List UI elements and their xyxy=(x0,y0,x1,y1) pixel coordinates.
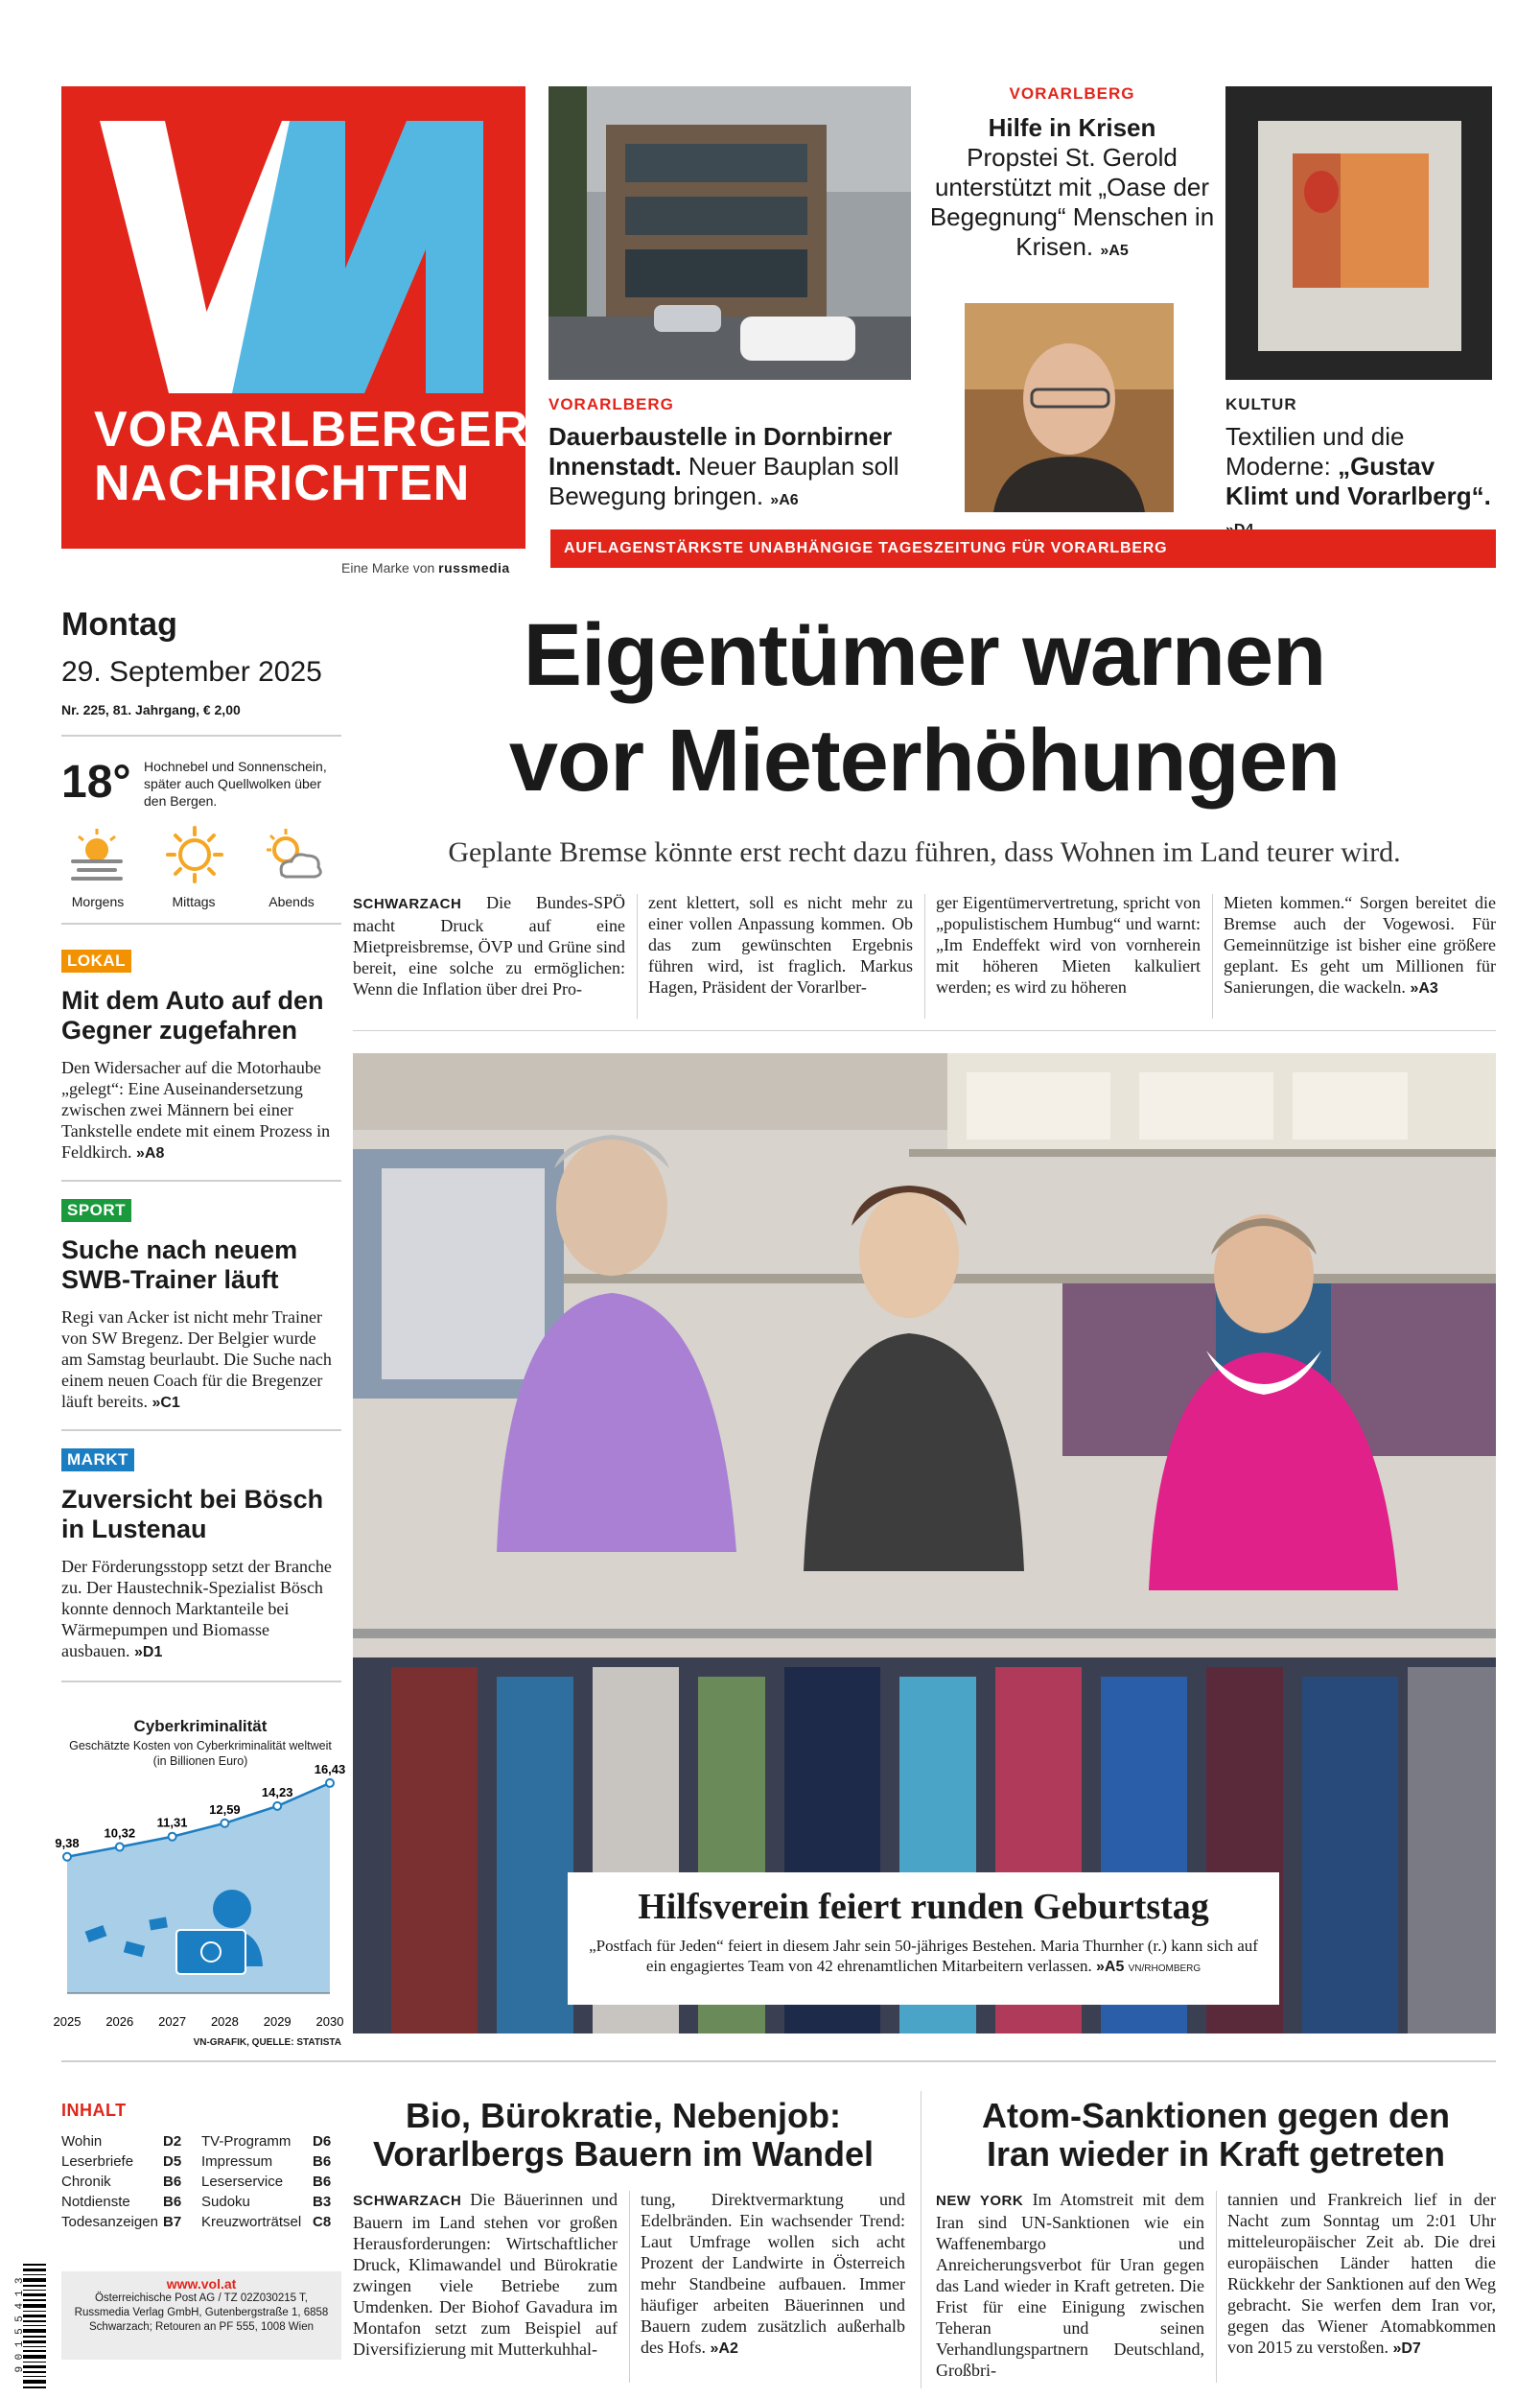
inhalt-item[interactable] xyxy=(61,2194,192,2214)
bottom-left-column-2 xyxy=(641,2189,905,2360)
chart-point xyxy=(326,1779,334,1787)
issue-info: Nr. 225, 81. Jahrgang, € 2,00 xyxy=(61,702,241,717)
teaser-3-kicker: KULTUR xyxy=(1225,395,1297,413)
inhalt-item-name: Notdienste xyxy=(61,2194,130,2210)
bottom-rule xyxy=(61,2060,1496,2062)
inhalt-item-page: B6 xyxy=(163,2194,182,2210)
sun-icon xyxy=(163,825,226,889)
chart-value-label: 14,23 xyxy=(261,1784,293,1799)
weather-description: Hochnebel und Sonnenschein, später auch Quellwolken über den Bergen. xyxy=(144,759,327,809)
imprint-text: Österreichische Post AG / TZ 02Z030215 T, Russmedia Verlag GmbH, Gutenbergstraße 1, 6858 Schwarzach; Retouren an PF 555, 1008 Wien xyxy=(74,2292,329,2333)
teaser-2-ref: » A5 xyxy=(1100,243,1128,259)
lead-col-1-text: Die Bundes-SPÖ macht Druck auf eine Mietpreisbremse, ÖVP und Grüne sind bereit, eine solche zu ermöglichen: Wenn die Inflation über drei Pro- xyxy=(353,893,625,999)
photo-caption xyxy=(587,1936,1260,1979)
side-news-1-ref: » A8 xyxy=(136,1145,164,1162)
inhalt-item-page: B6 xyxy=(313,2174,332,2190)
imprint-box xyxy=(61,2271,341,2360)
inhalt-item-page: B3 xyxy=(313,2194,332,2210)
bottom-left-ref: » A2 xyxy=(711,2340,738,2357)
inhalt-item-name: Impressum xyxy=(201,2153,273,2170)
inhalt-item[interactable] xyxy=(201,2133,341,2153)
inhalt-item[interactable] xyxy=(201,2153,341,2174)
bottom-left-headline-line-2: Vorarlbergs Bauern im Wandel xyxy=(372,2134,875,2174)
inhalt-item-name: Leserservice xyxy=(201,2174,284,2190)
bottom-right-dateline: NEW YORK xyxy=(936,2193,1024,2209)
inhalt-title: INHALT xyxy=(61,2101,127,2120)
lead-column-3: ger Eigentümervertretung, spricht von „populistischem Humbug“ und warnt: „Im Endeffekt wird von vornherein mit höheren Mieten kalkuliert werden; es wird zu höheren xyxy=(936,893,1201,997)
chart-source: VN-GRAFIK, QUELLE: STATISTA xyxy=(193,2037,341,2048)
inhalt-item-name: TV-Programm xyxy=(201,2133,292,2150)
side-news-1-text: Den Widersacher auf die Motorhaube „gelegt“: Eine Auseinandersetzung zwischen zwei Männern bei einer Tankstelle endete mit einem Prozess in Feldkirch. xyxy=(61,1058,331,1162)
bottom-right-column-1 xyxy=(936,2189,1204,2381)
chart-value-label: 11,31 xyxy=(156,1815,188,1830)
teaser-1-text[interactable] xyxy=(548,422,917,515)
photo-credit: VN/RHOMBERG xyxy=(1128,1963,1202,1974)
chart-value-label: 12,59 xyxy=(209,1801,241,1817)
side-news-1-body xyxy=(61,1057,339,1164)
teaser-3-photo[interactable] xyxy=(1225,86,1492,380)
column-rule xyxy=(1212,894,1213,1019)
date: 29. September 2025 xyxy=(61,656,322,688)
teaser-3-headline: „Gustav Klimt und Vorarlberg“. xyxy=(1225,452,1491,510)
inhalt-item-page: B7 xyxy=(163,2214,182,2230)
divider xyxy=(353,1030,1496,1031)
bottom-right-col-1-text: Im Atomstreit mit dem Iran sind UN-Sanktionen wie ein Waffenembargo und Anreicherungsverbot für Uran gegen das Land wieder in Kraft getreten. Die Frist für eine Einigung zwischen Teheran und seinen Verhandlungspartnern Deutschland, Großbri- xyxy=(936,2190,1204,2380)
lead-subhead: Geplante Bremse könnte erst recht dazu führen, dass Wohnen im Land teurer wird. xyxy=(448,836,1401,868)
teaser-1-photo[interactable] xyxy=(548,86,911,380)
chart-value-label: 9,38 xyxy=(55,1835,80,1850)
bottom-right-col-2-text: tannien und Frankreich lief in der Nacht zum Sonntag um 2:01 Uhr mitteleuropäischer Zeit ab. Die drei europäischen Länder hatten die Rückkehr der Sanktionen auf den Weg gebracht. Sie werfen dem Iran vor, gegen das Wiener Atomabkommen von 2015 zu verstoßen. xyxy=(1227,2190,1496,2357)
side-news-3-text: Der Förderungsstopp setzt der Branche zu. Der Haustechnik-Spezialist Bösch konnte dennoch Marktanteile bei Wärmepumpen und Biomasse ausbauen. xyxy=(61,1557,332,1660)
teaser-1-body: Neuer Bauplan soll Bewegung bringen. xyxy=(548,452,899,510)
inhalt-item-page: D5 xyxy=(163,2153,182,2170)
side-news-3-body xyxy=(61,1556,339,1663)
lead-column-2: zent klettert, soll es nicht mehr zu einer vollen Anpassung kommen. Ob das zum gewünschten Ergebnis führen wird, ist fraglich. Markus Hagen, Präsident der Vorarlber- xyxy=(648,893,913,997)
teaser-2-text[interactable] xyxy=(928,113,1216,266)
inhalt-item[interactable] xyxy=(201,2174,341,2194)
vn-logo[interactable] xyxy=(61,86,530,549)
inhalt-item-name: Sudoku xyxy=(201,2194,250,2210)
column-rule xyxy=(921,2091,922,2388)
teaser-2-kicker: VORARLBERG xyxy=(1009,84,1135,103)
chart-x-tick-label: 2030 xyxy=(315,2014,344,2029)
column-rule xyxy=(1216,2191,1217,2383)
bottom-right-headline[interactable] xyxy=(936,2097,1496,2174)
chart-point xyxy=(169,1833,176,1841)
chart-point xyxy=(116,1844,124,1851)
divider xyxy=(61,735,341,737)
chart-point xyxy=(273,1802,281,1810)
inhalt-item[interactable] xyxy=(61,2174,192,2194)
lead-column-1 xyxy=(353,892,625,999)
divider xyxy=(61,1429,341,1431)
side-news-3-headline[interactable]: Zuversicht bei Bösch in Lustenau xyxy=(61,1485,324,1543)
photo-caption-text: „Postfach für Jeden“ feiert in diesem Jahr sein 50-jähriges Bestehen. Maria Thurnher (r.) kann sich auf ein engagiertes Team von 42 ehrenamtlichen Mitarbeitern verlassen. xyxy=(589,1937,1258,1975)
inhalt-item[interactable] xyxy=(201,2194,341,2214)
inhalt-item-name: Todesanzeigen xyxy=(61,2214,158,2230)
lead-headline-line-1: Eigentümer warnen xyxy=(523,606,1326,704)
inhalt-item[interactable] xyxy=(61,2153,192,2174)
teaser-2-body: Propstei St. Gerold unterstützt mit „Oase der Begegnung“ Menschen in Krisen. xyxy=(929,143,1215,261)
lead-ref: » A3 xyxy=(1410,980,1437,997)
brand-line xyxy=(341,560,510,576)
bottom-left-column-1 xyxy=(353,2189,618,2360)
bottom-left-headline[interactable] xyxy=(353,2097,894,2174)
chart-x-tick-label: 2026 xyxy=(105,2014,134,2029)
weather-label-morning: Morgens xyxy=(71,894,125,909)
inhalt-item-page: D2 xyxy=(163,2133,182,2150)
tagline-bar: AUFLAGENSTÄRKSTE UNABHÄNGIGE TAGESZEITUNG FÜR VORARLBERG xyxy=(550,529,1496,568)
bottom-left-col-2-text: tung, Direktvermarktung und Edelbränden. Ein wachsender Trend: Laut Umfrage wollen sich acht Prozent der Landwirte in Österreich mehr Standbeine aufbauen. Immer häufiger arbeiten Bäuerinnen und Bauern zudem zusätzlich außerhalb des Hofs. xyxy=(641,2190,905,2357)
bottom-right-ref: » D7 xyxy=(1392,2340,1420,2357)
chart-x-tick-label: 2027 xyxy=(158,2014,187,2029)
column-rule xyxy=(637,894,638,1019)
inhalt-item-name: Leserbriefe xyxy=(61,2153,134,2170)
column-rule xyxy=(629,2191,630,2383)
lead-headline-line-2: vor Mieterhöhungen xyxy=(508,712,1341,810)
inhalt-item-page: B6 xyxy=(163,2174,182,2190)
divider xyxy=(61,1180,341,1182)
teaser-1-kicker: VORARLBERG xyxy=(548,395,674,413)
barcode xyxy=(8,2264,48,2392)
side-news-3-ref: » D1 xyxy=(134,1644,162,1660)
bottom-left-headline-line-1: Bio, Bürokratie, Nebenjob: xyxy=(405,2096,842,2135)
brand-name: russmedia xyxy=(438,560,510,576)
bottom-left-col-1-text: Die Bäuerinnen und Bauern im Land stehen vor großen Herausforderungen: Wirtschaftlicher Druck, Klimawandel und Bürokratie zwingen viele Betriebe zum Umdenken. Der Biohof Gavadura im Montafon setzt zum Beispiel auf Diversifizierung mit Mutterkuhhal- xyxy=(353,2190,618,2359)
side-news-1-headline[interactable]: Mit dem Auto auf den Gegner zugefahren xyxy=(61,986,324,1045)
lead-dateline: SCHWARZACH xyxy=(353,896,462,912)
chart-subtitle: Geschätzte Kosten von Cyberkriminalität weltweit (in Billionen Euro) xyxy=(69,1739,332,1768)
side-news-2-headline[interactable]: Suche nach neuem SWB-Trainer läuft xyxy=(61,1235,298,1294)
temperature: 18° xyxy=(61,757,131,808)
photo-story-title[interactable]: Hilfsverein feiert runden Geburtstag xyxy=(638,1887,1209,1927)
inhalt-item[interactable] xyxy=(201,2214,341,2234)
sun-cloud-icon xyxy=(259,827,326,889)
website-link[interactable]: www.vol.at xyxy=(166,2276,237,2292)
chart-value-label: 16,43 xyxy=(314,1761,346,1776)
chart-value-label: 10,32 xyxy=(104,1825,136,1841)
chart-point xyxy=(63,1853,71,1861)
inhalt-list-right xyxy=(201,2133,341,2234)
chart-title: Cyberkriminalität xyxy=(133,1717,268,1735)
chart-x-tick-label: 2025 xyxy=(53,2014,82,2029)
badge-sport: SPORT xyxy=(61,1199,131,1222)
inhalt-item-name: Kreuzworträtsel xyxy=(201,2214,302,2230)
teaser-1-headline: Dauerbaustelle in Dornbirner Innenstadt. xyxy=(548,422,893,481)
inhalt-item-name: Chronik xyxy=(61,2174,111,2190)
bottom-left-dateline: SCHWARZACH xyxy=(353,2193,462,2209)
bottom-right-column-2 xyxy=(1227,2189,1496,2360)
weather-label-evening: Abends xyxy=(268,894,315,909)
inhalt-item-name: Wohin xyxy=(61,2133,103,2150)
bottom-right-headline-line-2: Iran wieder in Kraft getreten xyxy=(986,2134,1446,2174)
inhalt-item[interactable] xyxy=(61,2133,192,2153)
logo-line-1: VORARLBERGER xyxy=(94,402,530,458)
badge-markt: MARKT xyxy=(61,1448,134,1471)
inhalt-list-left xyxy=(61,2133,192,2234)
column-rule xyxy=(924,894,925,1019)
lead-column-4 xyxy=(1224,892,1496,999)
weekday: Montag xyxy=(61,606,177,643)
chart-x-tick-label: 2028 xyxy=(210,2014,239,2029)
photo-ref: » A5 xyxy=(1096,1959,1124,1975)
lead-col-4-text: Mieten kommen.“ Sorgen bereitet die Bremse auch der Vogewosi. Für Gemeinnützige ist bisher eine größere geplant. Es geht um Millionen für Sanierungen, die wackeln. xyxy=(1224,893,1496,997)
teaser-2-headline: Hilfe in Krisen xyxy=(988,113,1156,142)
side-news-2-text: Regi van Acker ist nicht mehr Trainer von SW Bregenz. Der Belgier wurde am Samstag beurlaubt. Die Suche nach einem neuen Coach für die Bregenzer läuft bereits. xyxy=(61,1307,332,1411)
inhalt-item-page: D6 xyxy=(313,2133,332,2150)
logo-line-2: NACHRICHTEN xyxy=(94,456,471,511)
side-news-2-ref: » C1 xyxy=(152,1395,179,1411)
inhalt-item-page: B6 xyxy=(313,2153,332,2170)
inhalt-item-page: C8 xyxy=(313,2214,332,2230)
teaser-3-text[interactable] xyxy=(1225,422,1494,545)
chart-point xyxy=(221,1820,228,1827)
divider xyxy=(61,1681,341,1682)
sun-fog-icon xyxy=(65,827,128,889)
teaser-1-ref: » A6 xyxy=(770,492,798,508)
chart-x-tick-label: 2029 xyxy=(263,2014,292,2029)
weather-label-noon: Mittags xyxy=(172,894,216,909)
brand-prefix: Eine Marke von xyxy=(341,560,435,576)
divider xyxy=(61,923,341,925)
photo-caption-box xyxy=(568,1872,1279,2005)
cybercrime-chart xyxy=(53,1761,346,2034)
inhalt-item[interactable] xyxy=(61,2214,192,2234)
barcode-number: 9 0 1 5 5 4 1 3 xyxy=(14,2277,26,2373)
side-news-2-body xyxy=(61,1306,339,1414)
teaser-2-portrait[interactable] xyxy=(965,303,1174,512)
bottom-right-headline-line-1: Atom-Sanktionen gegen den xyxy=(981,2096,1451,2135)
badge-lokal: LOKAL xyxy=(61,950,131,973)
lead-headline[interactable] xyxy=(353,602,1496,813)
teaser-3-body: Textilien und die Moderne: xyxy=(1225,422,1405,481)
